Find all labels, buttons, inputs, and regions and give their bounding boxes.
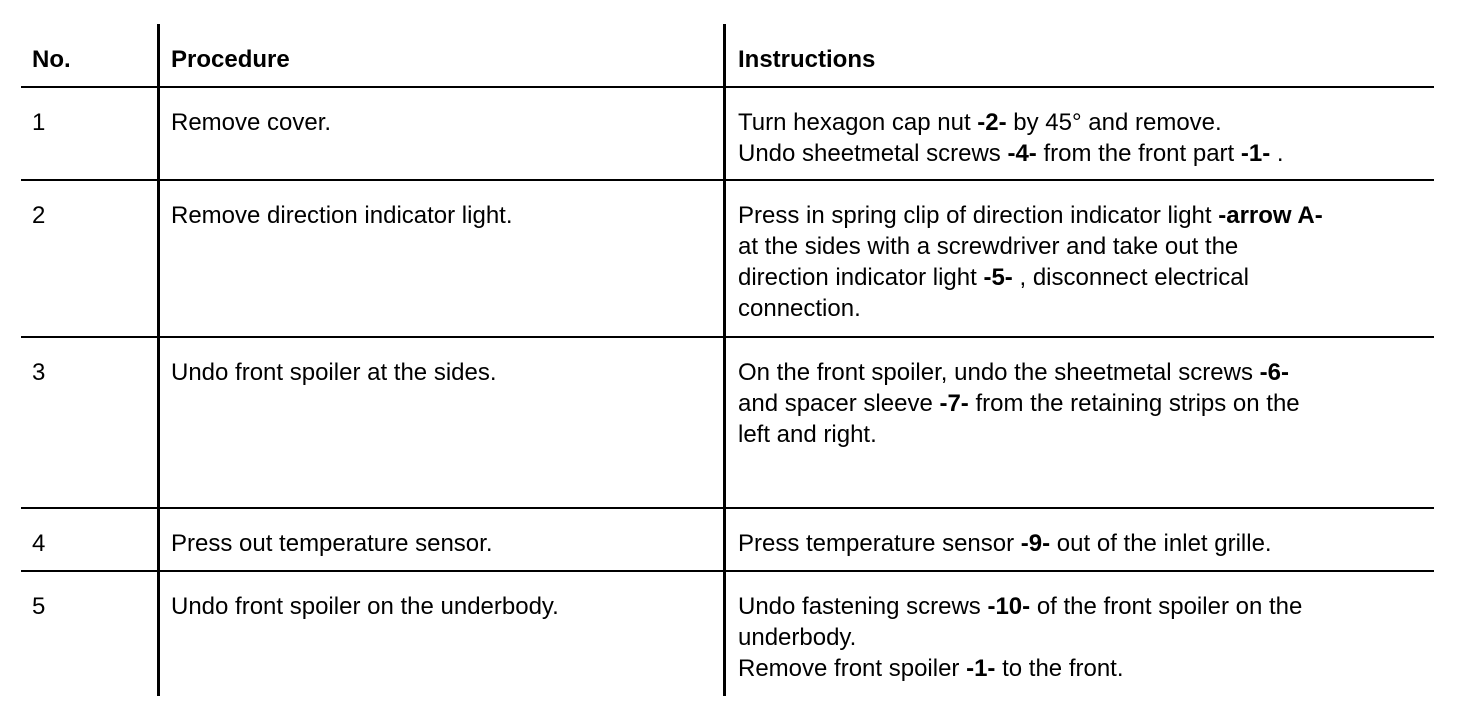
column-divider (723, 24, 726, 696)
part-reference: -2- (977, 109, 1007, 136)
part-reference: -9- (1020, 530, 1051, 557)
instruction-text: Press temperature sensor (738, 530, 1021, 557)
instructions-text (738, 591, 1302, 684)
part-reference: -arrow A- (1218, 202, 1323, 229)
procedure-text: Undo front spoiler at the sides. (171, 359, 497, 386)
instruction-line (738, 357, 1300, 388)
instructions-text (738, 528, 1272, 559)
instruction-text: at the sides with a screwdriver and take out the (738, 233, 1239, 260)
header-instructions: Instructions (738, 46, 876, 73)
instruction-text: and spacer sleeve (738, 390, 940, 417)
instruction-line (738, 653, 1302, 684)
instruction-text: . (1270, 140, 1284, 167)
instruction-line (738, 388, 1300, 419)
instruction-text: out of the inlet grille. (1050, 530, 1272, 557)
instruction-line (738, 591, 1302, 622)
instruction-text: Undo sheetmetal screws (738, 140, 1008, 167)
row-number: 4 (32, 530, 46, 557)
part-reference: -6- (1259, 359, 1289, 386)
part-reference: -1- (966, 655, 996, 682)
instruction-line (738, 231, 1323, 262)
instruction-text: by 45° and remove. (1006, 109, 1222, 136)
instruction-text: connection. (738, 295, 861, 322)
instruction-line (738, 107, 1284, 138)
column-divider (157, 24, 160, 696)
instruction-text: On the front spoiler, undo the sheetmetal screws (738, 359, 1260, 386)
row-divider (21, 336, 1434, 338)
header-no: No. (32, 46, 71, 73)
instruction-text: left and right. (738, 421, 877, 448)
instruction-text: Turn hexagon cap nut (738, 109, 978, 136)
header-procedure: Procedure (171, 46, 290, 73)
instruction-text: of the front spoiler on the (1030, 593, 1303, 620)
procedure-text: Remove direction indicator light. (171, 202, 513, 229)
procedure-text: Undo front spoiler on the underbody. (171, 593, 559, 620)
instruction-line (738, 262, 1323, 293)
part-reference: -7- (939, 390, 969, 417)
row-number: 5 (32, 593, 46, 620)
instruction-line (738, 528, 1272, 559)
row-divider (21, 86, 1434, 88)
part-reference: -4- (1007, 140, 1037, 167)
instruction-text: underbody. (738, 624, 857, 651)
instruction-line (738, 200, 1323, 231)
instruction-text: , disconnect electrical (1012, 264, 1249, 291)
instruction-text: from the retaining strips on the (968, 390, 1300, 417)
instruction-line (738, 293, 1323, 324)
instructions-text (738, 357, 1300, 450)
row-number: 3 (32, 359, 46, 386)
row-divider (21, 570, 1434, 572)
row-divider (21, 179, 1434, 181)
part-reference: -10- (987, 593, 1031, 620)
instructions-text (738, 200, 1323, 324)
part-reference: -5- (983, 264, 1013, 291)
instruction-text: Undo fastening screws (738, 593, 988, 620)
procedure-text: Remove cover. (171, 109, 332, 136)
row-number: 1 (32, 109, 46, 136)
instruction-text: Press in spring clip of direction indicator light (738, 202, 1219, 229)
part-reference: -1- (1240, 140, 1271, 167)
row-number: 2 (32, 202, 46, 229)
instruction-text: direction indicator light (738, 264, 984, 291)
instruction-line (738, 622, 1302, 653)
instruction-text: Remove front spoiler (738, 655, 967, 682)
instruction-line (738, 419, 1300, 450)
row-divider (21, 507, 1434, 509)
instruction-line (738, 138, 1284, 169)
instruction-text: to the front. (995, 655, 1124, 682)
instruction-text: from the front part (1036, 140, 1241, 167)
procedure-text: Press out temperature sensor. (171, 530, 493, 557)
instructions-text (738, 107, 1284, 169)
